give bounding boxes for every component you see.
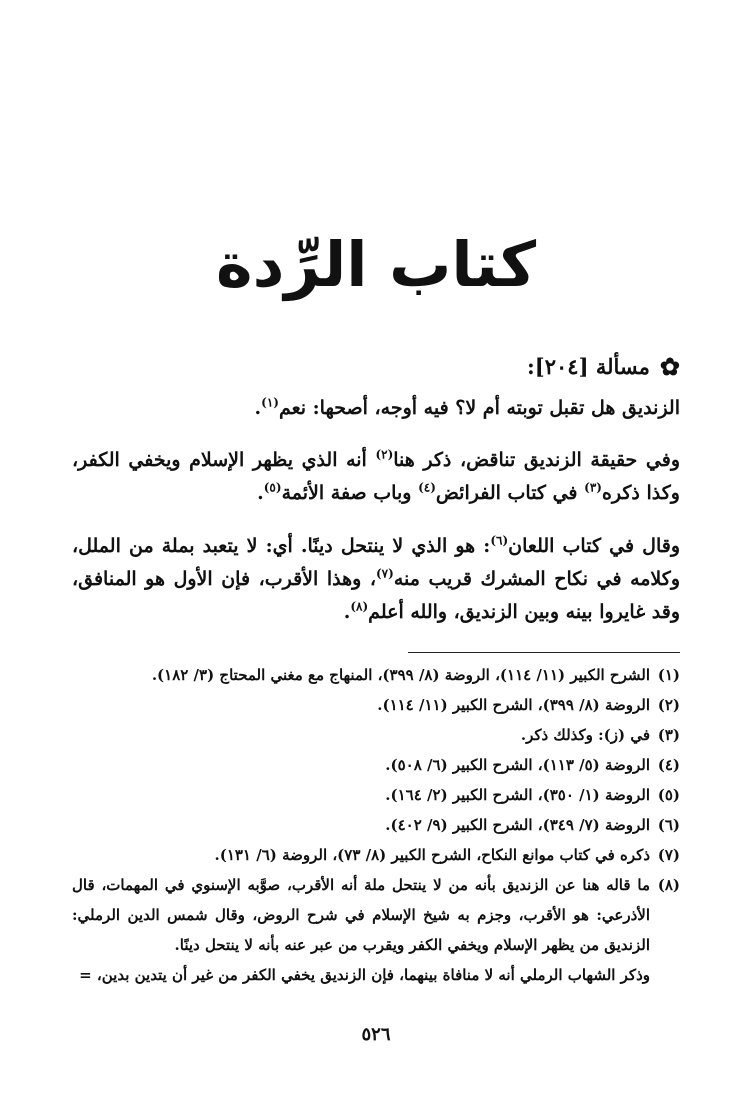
paragraph-text: ، وهذا الأقرب، فإن الأول هو المنافق، وقد غايروا بينه وبين الزنديق، والله أعلم xyxy=(72,568,680,623)
issue-heading xyxy=(527,352,680,381)
paragraph-text: . xyxy=(254,397,262,419)
flower-icon: ✿ xyxy=(659,352,680,381)
footnote-text: ما قاله هنا عن الزنديق بأنه من لا ينتحل ملة أنه الأقرب، صوَّبه الإسنوي في المهمات، قال الأذرعي: هو الأقرب، وجزم به شيخ الإسلام في شرح الروض، وقال شمس الدين الرملي: الزنديق من يظهر الإسلام ويخفي الكفر ويقرب من عبر عنه بأنه لا ينتحل دينًا. xyxy=(72,876,650,954)
footnote-text: الروضة (٥/ ١١٣)، الشرح الكبير (٦/ ٥٠٨). xyxy=(385,756,650,774)
footnotes xyxy=(72,660,680,990)
footnote-ref[interactable]: (٧) xyxy=(375,566,394,581)
page-number: ٥٢٦ xyxy=(361,1024,391,1045)
paragraph-text: أنه الذي يظهر الإسلام ويخفي الكفر، وكذا ذكره xyxy=(72,449,680,504)
footnote-ref[interactable]: (١) xyxy=(261,395,279,410)
footnote xyxy=(72,840,680,870)
footnote-number: (٨) xyxy=(657,876,680,894)
paragraph-text: . xyxy=(257,482,264,504)
footnote xyxy=(72,720,680,750)
footnote-number: (٢) xyxy=(657,696,680,714)
paragraph-text: وباب صفة الأئمة xyxy=(281,482,419,504)
paragraph xyxy=(72,530,680,629)
footnote xyxy=(72,870,680,960)
footnote-ref[interactable]: (٣) xyxy=(584,480,602,495)
footnote-number: (١) xyxy=(657,666,680,684)
paragraph-text: . xyxy=(343,601,351,623)
footnote-text: الشرح الكبير (١١/ ١١٤)، الروضة (٨/ ٣٩٩)، المنهاج مع مغني المحتاج (٣/ ١٨٢). xyxy=(151,666,650,684)
paragraph-text: وقال في كتاب اللعان xyxy=(508,535,680,557)
footnote-ref[interactable]: (٢) xyxy=(375,447,394,462)
footnote xyxy=(72,660,680,690)
footnote-ref[interactable]: (٤) xyxy=(418,480,436,495)
footnote xyxy=(72,780,680,810)
chapter-title: كتاب الرِّدة xyxy=(215,228,537,301)
footnote xyxy=(72,750,680,780)
footnote-text: الروضة (٨/ ٣٩٩)، الشرح الكبير (١١/ ١١٤). xyxy=(377,696,650,714)
footnote-ref[interactable]: (٨) xyxy=(350,599,369,614)
footnote xyxy=(72,690,680,720)
footnote-text: في (ز): وكذلك ذكر. xyxy=(520,726,650,744)
paragraph xyxy=(72,392,680,425)
paragraph-text: في كتاب الفرائض xyxy=(435,482,585,504)
footnote-continuation: وذكر الشهاب الرملي أنه لا منافاة بينهما، فإن الزنديق يخفي الكفر من غير أن يتدين بدين، = xyxy=(79,966,650,984)
paragraph-text: وفي حقيقة الزنديق تناقض، ذكر هنا xyxy=(393,449,680,471)
footnote-text: الروضة (١/ ٣٥٠)، الشرح الكبير (٢/ ١٦٤). xyxy=(385,786,650,804)
footnote-number: (٤) xyxy=(657,756,680,774)
footnote-number: (٦) xyxy=(657,816,680,834)
footnote-text: ذكره في كتاب موانع النكاح، الشرح الكبير (٨/ ٧٣)، الروضة (٦/ ١٣١). xyxy=(214,846,650,864)
footnote xyxy=(72,810,680,840)
paragraph-text: الزنديق هل تقبل توبته أم لا؟ فيه أوجه، أصحها: نعم xyxy=(278,397,680,419)
issue-heading-text: مسألة [٢٠٤]: xyxy=(527,354,650,379)
footnote-number: (٣) xyxy=(657,726,680,744)
footnote-number: (٥) xyxy=(657,786,680,804)
footnote-divider xyxy=(408,652,680,653)
paragraph-text: : هو الذي لا ينتحل دينًا. أي: لا يتعبد بملة من الملل، وكلامه في نكاح المشرك قريب منه xyxy=(72,535,680,590)
footnote-ref[interactable]: (٥) xyxy=(263,480,282,495)
footnote-ref[interactable]: (٦) xyxy=(490,533,509,548)
paragraph xyxy=(72,444,680,510)
footnote-number: (٧) xyxy=(657,846,680,864)
footnote-text: الروضة (٧/ ٣٤٩)، الشرح الكبير (٩/ ٤٠٢). xyxy=(385,816,650,834)
